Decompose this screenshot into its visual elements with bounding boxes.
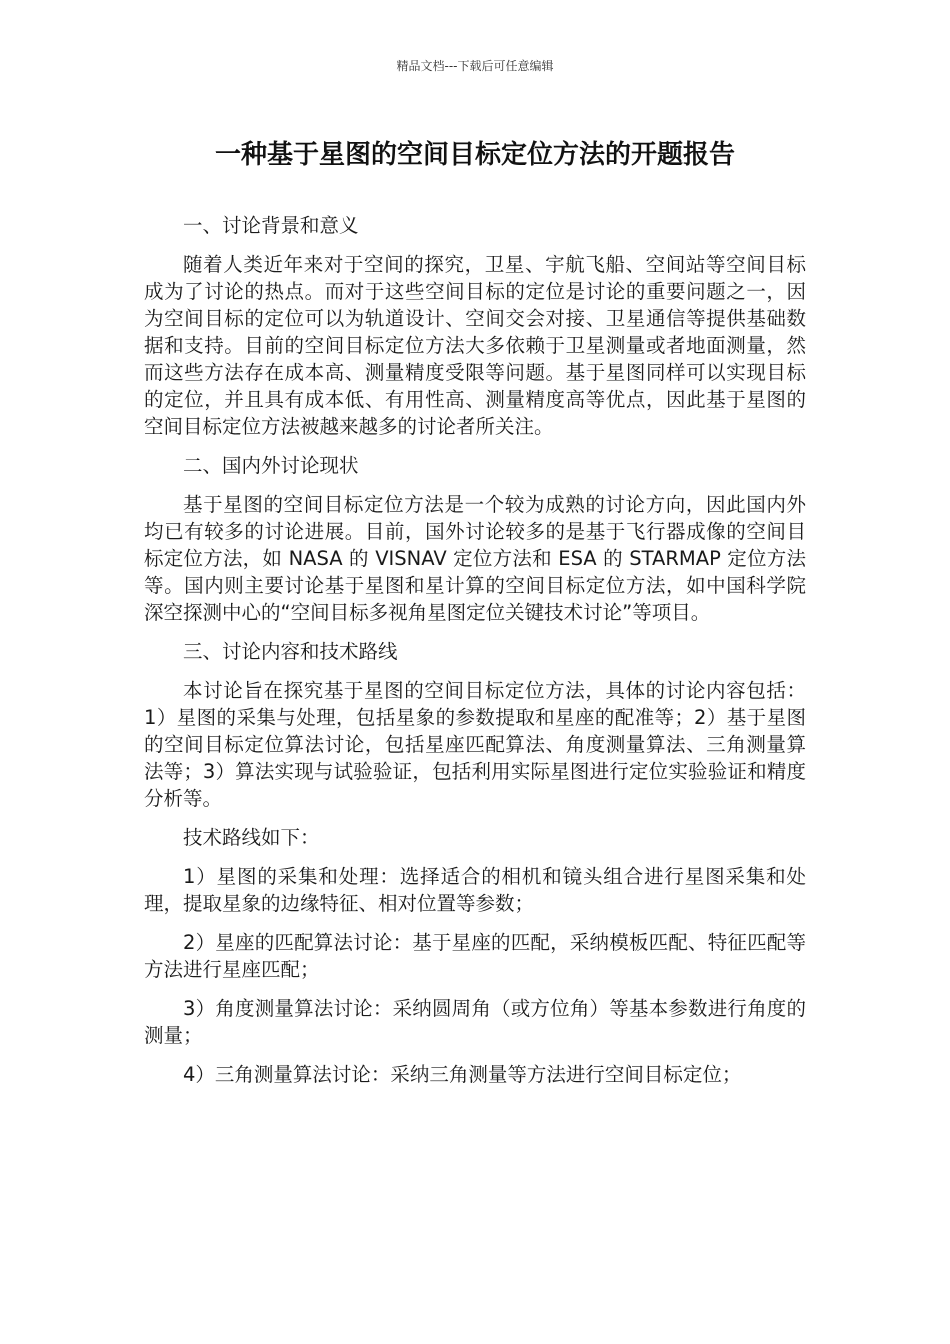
paragraph-status: 基于星图的空间目标定位方法是一个较为成熟的讨论方向，因此国内外均已有较多的讨论进展。目前，国外讨论较多的是基于飞行器成像的空间目标定位方法，如 NASA 的 VISNAV 定位方法和 ESA 的 STARMAP 定位方法等。国内则主要讨论基于星图和星计算的空间目标定位方法，如中国科学院深空探测中心的“空间目标多视角星图定位关键技术讨论”等项目。 bbox=[144, 493, 806, 624]
document-title: 一种基于星图的空间目标定位方法的开题报告 bbox=[214, 140, 735, 170]
header-note: 精品文档---下载后可任意编辑 bbox=[396, 59, 554, 73]
section-heading-background: 一、讨论背景和意义 bbox=[183, 214, 359, 237]
route-item-3: 3）角度测量算法讨论：采纳圆周角（或方位角）等基本参数进行角度的测量； bbox=[144, 997, 806, 1047]
document-body bbox=[144, 212, 806, 1100]
section-heading-content: 三、讨论内容和技术路线 bbox=[183, 640, 398, 663]
section-heading-status: 二、国内外讨论现状 bbox=[183, 454, 359, 477]
route-item-1: 1）星图的采集和处理：选择适合的相机和镜头组合进行星图采集和处理，提取星象的边缘特征、相对位置等参数； bbox=[144, 865, 806, 915]
paragraph-content: 本讨论旨在探究基于星图的空间目标定位方法，具体的讨论内容包括：1）星图的采集与处理，包括星象的参数提取和星座的配准等；2）基于星图的空间目标定位算法讨论，包括星座匹配算法、角度测量算法、三角测量算法等；3）算法实现与试验验证，包括利用实际星图进行定位实验验证和精度分析等。 bbox=[144, 679, 806, 810]
route-item-2: 2）星座的匹配算法讨论：基于星座的匹配，采纳模板匹配、特征匹配等方法进行星座匹配； bbox=[144, 931, 806, 981]
route-intro: 技术路线如下： bbox=[183, 826, 320, 849]
paragraph-background: 随着人类近年来对于空间的探究，卫星、宇航飞船、空间站等空间目标成为了讨论的热点。而对于这些空间目标的定位是讨论的重要问题之一，因为空间目标的定位可以为轨道设计、空间交会对接、卫星通信等提供基础数据和支持。目前的空间目标定位方法大多依赖于卫星测量或者地面测量，然而这些方法存在成本高、测量精度受限等问题。基于星图同样可以实现目标的定位，并且具有成本低、有用性高、测量精度高等优点，因此基于星图的空间目标定位方法被越来越多的讨论者所关注。 bbox=[144, 253, 806, 438]
route-item-4: 4）三角测量算法讨论：采纳三角测量等方法进行空间目标定位； bbox=[183, 1063, 742, 1086]
